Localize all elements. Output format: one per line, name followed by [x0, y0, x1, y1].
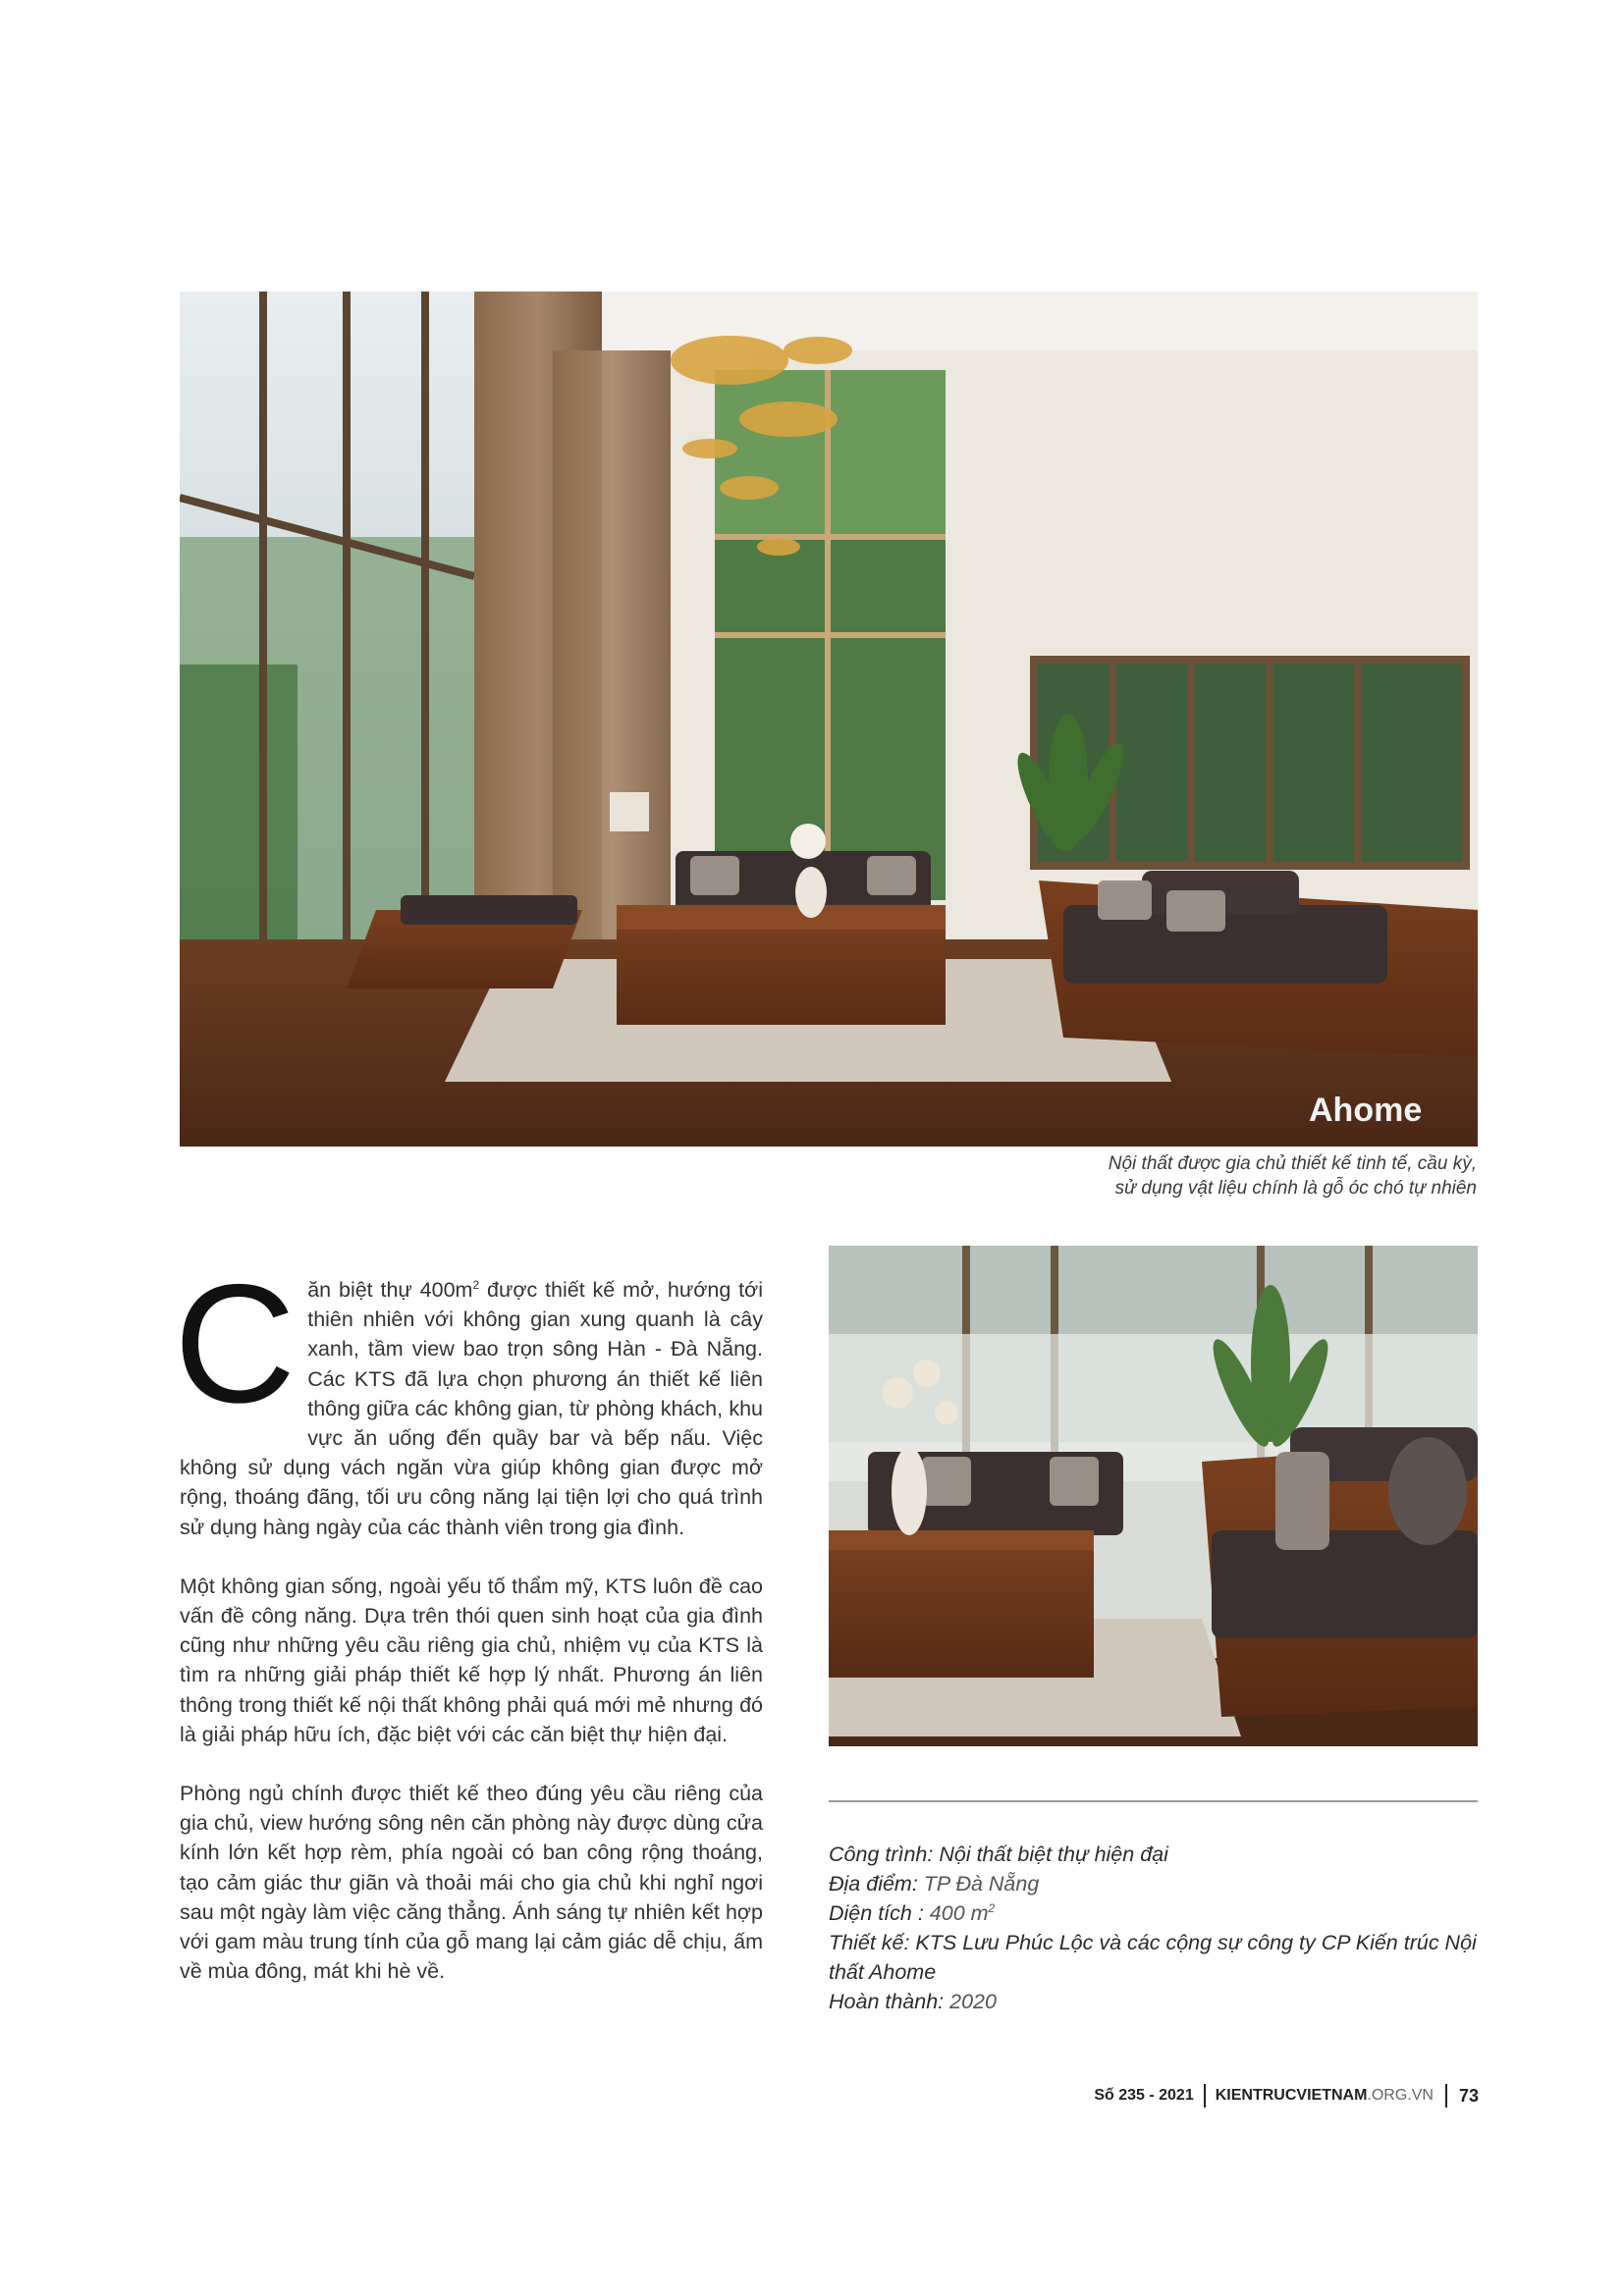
info-area: Diện tích : 400 $m^2$ [829, 1900, 996, 1925]
page-number: 73 [1458, 2085, 1479, 2106]
paragraph-2: Một không gian sống, ngoài yếu tố thẩm mỹ, KTS luôn đề cao vấn đề công năng. Dựa trên thói quen sinh hoạt của gia đình cũng như những yêu cầu riêng gia chủ, nhiệm vụ của KTS là tìm ra những giải pháp thiết kế hợp lý nhất. Phương án liên thông trong thiết kế nội thất không phải quá mới mẻ nhưng đó là giải pháp hữu ích, đặc biệt với các căn biệt thự hiện đại. [180, 1574, 763, 1746]
project-info [829, 1840, 1478, 2016]
site-name: KIENTRUCVIETNAM.ORG.VN [1215, 2087, 1434, 2104]
info-area-sup: 2 [988, 1900, 996, 1915]
issue-number: Số 235 - 2021 [1094, 2087, 1194, 2104]
ahome-logo: Ahome [1309, 1092, 1423, 1129]
info-divider [829, 1800, 1478, 1802]
caption-line-1: Nội thất được gia chủ thiết kế tinh tế, cầu kỳ, [1108, 1153, 1477, 1174]
info-location: Địa điểm: TP Đà Nẵng [829, 1872, 1040, 1896]
caption-line-2: sử dụng vật liệu chính là gỗ óc chó tự nhiên [1114, 1178, 1477, 1199]
info-area-value: 400 m [929, 1901, 989, 1925]
info-location-value: TP Đà Nẵng [923, 1872, 1040, 1896]
info-design: Thiết kế: KTS Lưu Phúc Lộc và các cộng sự công ty CP Kiến trúc Nội thất Ahome [829, 1931, 1477, 1984]
sofa-detail-photo [829, 1246, 1478, 1746]
info-completed: Hoàn thành: 2020 [829, 1990, 997, 2013]
p1-text-a: ăn biệt thự 400m [307, 1278, 473, 1302]
site-domain: .ORG.VN [1367, 2087, 1434, 2104]
info-completed-value: 2020 [949, 1990, 997, 2013]
page-footer [1094, 2081, 1479, 2110]
p1-text-b: được thiết kế mở, hướng tới thiên nhiên với không gian xung quanh là cây xanh, tầm view bao trọn sông Hàn - Đà Nẵng. Các KTS đã lựa chọn phương án thiết kế liên thông giữa các không gian, từ phòng khách, khu vực ăn uống đến quầy bar và bếp nấu. Việc không sử dụng vách ngăn vừa giúp không gian được mở rộng, thoáng đãng, tối ưu công năng lại tiện lợi cho quá trình sử dụng hàng ngày của các thành viên trong gia đình. [180, 1278, 763, 1539]
paragraph-3: Phòng ngủ chính được thiết kế theo đúng yêu cầu riêng của gia chủ, view hướng sông nên căn phòng này được dùng cửa kính lớn kết hợp rèm, phía ngoài có ban công rộng thoáng, tạo cảm giác thư giãn và thoải mái cho gia chủ khi nghỉ ngơi sau một ngày làm việc căng thẳng. Ánh sáng tự nhiên kết hợp với gam màu trung tính của gỗ mang lại cảm giác dễ chịu, ấm về mùa đông, mát khi hè về. [180, 1782, 763, 1984]
living-room-photo [180, 292, 1478, 1147]
photo-caption [888, 1151, 1477, 1201]
info-project: Công trình: Nội thất biệt thự hiện đại [829, 1842, 1168, 1866]
dropcap: C [174, 1250, 297, 1438]
paragraph-1 [174, 1250, 763, 1542]
article-body [174, 1250, 763, 2015]
p1-sup: 2 [472, 1277, 480, 1292]
